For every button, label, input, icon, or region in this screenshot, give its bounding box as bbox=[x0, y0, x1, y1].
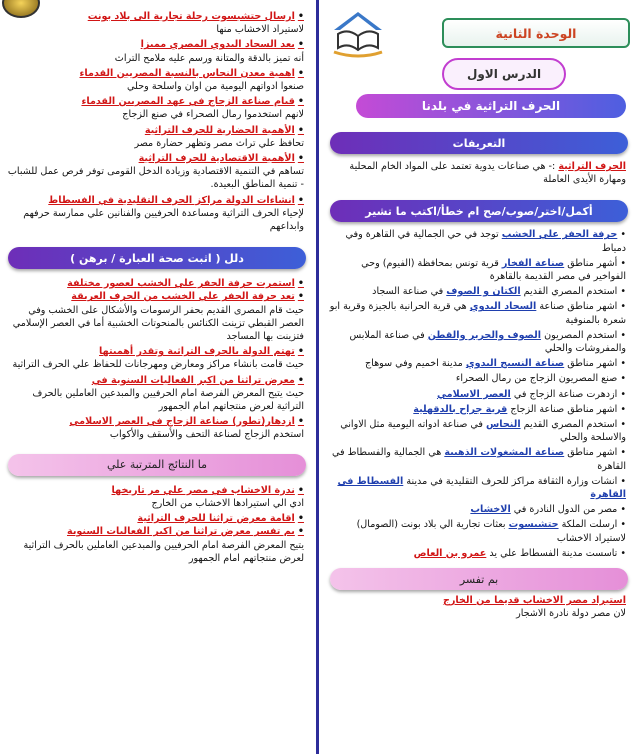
item-highlight: صناعة الفخار bbox=[501, 257, 565, 269]
answer-item: حيث قامت بانشاء مراكز ومعارض ومهرجانات للحفاظ علي الحرف التراثية bbox=[12, 359, 304, 371]
item-highlight: النحاس bbox=[486, 419, 521, 431]
answer-item: يتيح المعرض الفرصة امام الحرفيين والمبدعين العاملين بالحرف التراثية لعرض منتجاتهم امام الجمهور bbox=[23, 539, 304, 564]
answer-item: ادي الي استيرادها الاخشاب من الخارج bbox=[151, 497, 304, 509]
item-text: بعثات تجارية الي بلاد بونت (الصومال) لاستيراد الاخشاب bbox=[356, 519, 626, 544]
item-text: استخدم المصري القديم bbox=[520, 286, 618, 298]
item-highlight: الاخشاب bbox=[470, 504, 511, 516]
list-item bbox=[328, 547, 626, 560]
item-highlight: حتشبسوت bbox=[508, 519, 559, 531]
item-text: ازدهرت صناعة الزجاج في bbox=[510, 388, 618, 400]
list-item bbox=[328, 372, 626, 385]
question-item: • يم تفسر معرض تراثنا من اكبر الفعاليات السنوية bbox=[6, 525, 304, 538]
item-text: أشهر مناطق bbox=[564, 257, 618, 269]
item-highlight: عمرو بن العاص bbox=[413, 547, 487, 559]
item-text: مدينة اخميم وفي سوهاج bbox=[364, 358, 466, 370]
list-item bbox=[328, 518, 626, 544]
question-item: • الأهمية الحضارية للحرف التراثية bbox=[6, 124, 304, 137]
exercise-header: أكمل/اختر/صوب/صح ام خطأ/اكتب ما تشير bbox=[330, 200, 628, 222]
answer-item: لإحياء الحرف التراثية ومساعدة الحرفيين والفنانين علي ممارسة حرفهم وابداعهم bbox=[23, 207, 304, 233]
question-item: • معرض تراثنا من اكبر الفعاليات السنوية في bbox=[6, 374, 304, 387]
answer-item: صنعوا ادواتهم اليومية من اوان واسلحة وحلي bbox=[127, 81, 304, 93]
book-logo-icon bbox=[326, 4, 390, 60]
item-highlight: العصر الاسلامي bbox=[436, 388, 511, 400]
question-item: • يعد السجاد اليدوي المصري مميزا bbox=[6, 38, 304, 51]
item-text: توجد في حي الجمالية في القاهرة وفي دمياط bbox=[345, 229, 626, 254]
list-item bbox=[328, 357, 626, 370]
item-text: انشات وزارة الثقافة مراكز للحرف التقليدية في مدينة bbox=[403, 475, 618, 487]
item-highlight: حرفة الحفر علي الخشب bbox=[501, 229, 618, 241]
item-highlight: صناعة النسيج اليدوي bbox=[465, 358, 565, 370]
question-item: • ازدهار(تطور) صناعة الزجاج في العصر الاسلامي bbox=[6, 415, 304, 428]
item-text: استخدم المصري القديم bbox=[520, 419, 618, 431]
list-item bbox=[328, 446, 626, 472]
list-item bbox=[328, 285, 626, 298]
question-item: • انشاءات الدولة مراكز الحرف التقليدية في الفسطاط bbox=[6, 194, 304, 207]
answer-item: استخدم الزجاج لصناعة التحف والأسقف والأكواب bbox=[109, 429, 304, 441]
answer-item: تساهم في التنمية الاقتصادية وزيادة الدخل القومى توفر فرص عمل للشباب - تنمية المناطق البعيدة. bbox=[7, 166, 304, 191]
item-text: في صناعة السجاد bbox=[372, 286, 447, 298]
why-question: استيراد مصر الاخشاب قديما من الخارج bbox=[442, 595, 626, 607]
unit-title: الوحدة الثانية bbox=[442, 18, 630, 48]
definition-term: الحرف التراثية bbox=[558, 161, 626, 172]
item-text: استخدم المصريون bbox=[541, 329, 618, 341]
question-item: • ارسال حتشبسوت رحلة تجارية الى بلاد بونت bbox=[6, 10, 304, 23]
item-text: قرية تونس بمحافظة (الفيوم) وحي الفواخير في مصر القديمة بالقاهرة bbox=[361, 257, 626, 283]
answer-item: تحافظ علي تراث مصر وتظهر حضارة مصر bbox=[134, 137, 304, 149]
topic-title: الحرف التراثية في بلدنا bbox=[356, 94, 626, 118]
results-header: ما النتائج المترتبة علي bbox=[8, 454, 306, 476]
question-item: • اقامة معرض تراثنا للحرف التراثية bbox=[6, 512, 304, 525]
list-item bbox=[328, 300, 626, 326]
list-item bbox=[328, 403, 626, 416]
item-text: هي قرية الحرانية بالجيزة وقرية ابو شعرة بالمنوفية bbox=[329, 301, 626, 326]
item-highlight: الكتان و الصوف bbox=[446, 286, 521, 298]
definitions-header: التعريفات bbox=[330, 132, 628, 154]
question-item: • ندرة الاخشاب في مصر علي مر تاريخها bbox=[6, 484, 304, 497]
answer-item: لانهم استخدموا رمال الصحراء في صنع الزجاج bbox=[122, 109, 304, 121]
why-header: بم تفسر bbox=[330, 568, 628, 590]
list-item bbox=[328, 503, 626, 516]
list-item bbox=[328, 388, 626, 401]
item-text: اشهر مناطق bbox=[564, 447, 618, 459]
why-list bbox=[0, 10, 314, 233]
item-text: ارسلت الملكة bbox=[558, 519, 618, 531]
list-item bbox=[328, 329, 626, 355]
item-text: صنع المصريون الزجاج من رمال الصحراء bbox=[455, 373, 618, 385]
question-item: • تهتم الدولة بالحرف التراثية وتقدر أهميتها bbox=[6, 345, 304, 358]
item-text: اشهر مناطق صناعة الزجاج bbox=[507, 403, 618, 415]
definition-body: :- هي صناعات يدوية تعتمد على المواد الخام المحلية ومهارة الأيدى العاملة bbox=[349, 161, 626, 186]
item-text: هي الجمالية والفسطاط في القاهرة bbox=[331, 447, 626, 472]
item-text: مصر من الدول النادرة في bbox=[510, 504, 618, 516]
list-item bbox=[328, 257, 626, 283]
answer-item: حيث يتيح المعرض الفرصة امام الحرفيين والمبدعين العاملين بالحرف التراثية لعرض منتجاتهم امام الجمهور bbox=[32, 387, 304, 413]
column-divider bbox=[316, 0, 319, 754]
question-item: • قيام صناعة الزجاج في عهد المصريين القدماء bbox=[6, 95, 304, 108]
item-highlight: صناعة المشغولات الذهبية bbox=[444, 447, 565, 459]
definition-text bbox=[328, 160, 626, 186]
list-item bbox=[328, 228, 626, 254]
item-text: تاسست مدينة الفسطاط علي يد bbox=[486, 547, 618, 559]
answer-item: حيث قام المصرى القديم بحفر الرسومات والأشكال على الخشب وفي العصر القبطي تزينت الكنائس بالمنحوتات الخشبية أما في العصر الإسلامي فتزينت بها المساجد bbox=[12, 304, 304, 343]
results-list bbox=[0, 484, 314, 565]
question-item: • الأهمية الاقتصادية للحرف التراثية bbox=[6, 152, 304, 165]
item-highlight: قرية جراح بالدقهلية bbox=[413, 403, 508, 415]
right-column bbox=[322, 0, 636, 754]
item-highlight: الصوف والحرير والقطن bbox=[427, 329, 542, 341]
list-item bbox=[328, 475, 626, 501]
why-answer: لان مصر دولة نادرة الاشجار bbox=[516, 608, 626, 620]
list-item bbox=[328, 418, 626, 444]
item-text: اشهر مناطق صناعة bbox=[536, 301, 618, 313]
lesson-title: الدرس الاول bbox=[442, 58, 566, 90]
answer-item: لاستيراد الاخشاب منها bbox=[216, 24, 304, 36]
item-text: في صناعة الملابس والمفروشات والحلي bbox=[349, 329, 626, 355]
item-text: في صناعة ادواته اليومية مثل الاواني والاسلحة والحلي bbox=[340, 419, 626, 444]
question-item: • اهمية معدن النحاس بالنسبة المصريين القدماء bbox=[6, 67, 304, 80]
item-highlight: الفسطاط في القاهرة bbox=[337, 475, 626, 501]
item-highlight: السجاد اليدوي bbox=[469, 301, 537, 313]
proof-list bbox=[0, 277, 314, 441]
exercise-list bbox=[322, 228, 636, 560]
question-item: • تعد حرفة الحفر علي الخشب من الحرف العريقة bbox=[6, 290, 304, 303]
answer-item: أنه تميز بالدقة والمتانة ورسم عليه ملامح التراث bbox=[114, 52, 304, 64]
left-column bbox=[0, 0, 314, 754]
proof-header: دلل ( اثبت صحة العبارة / برهن ) bbox=[8, 247, 306, 269]
item-text: اشهر مناطق bbox=[564, 358, 618, 370]
question-item: • استمرت حرفة الحفر علي الخشب لعصور مختلفة bbox=[6, 277, 304, 290]
